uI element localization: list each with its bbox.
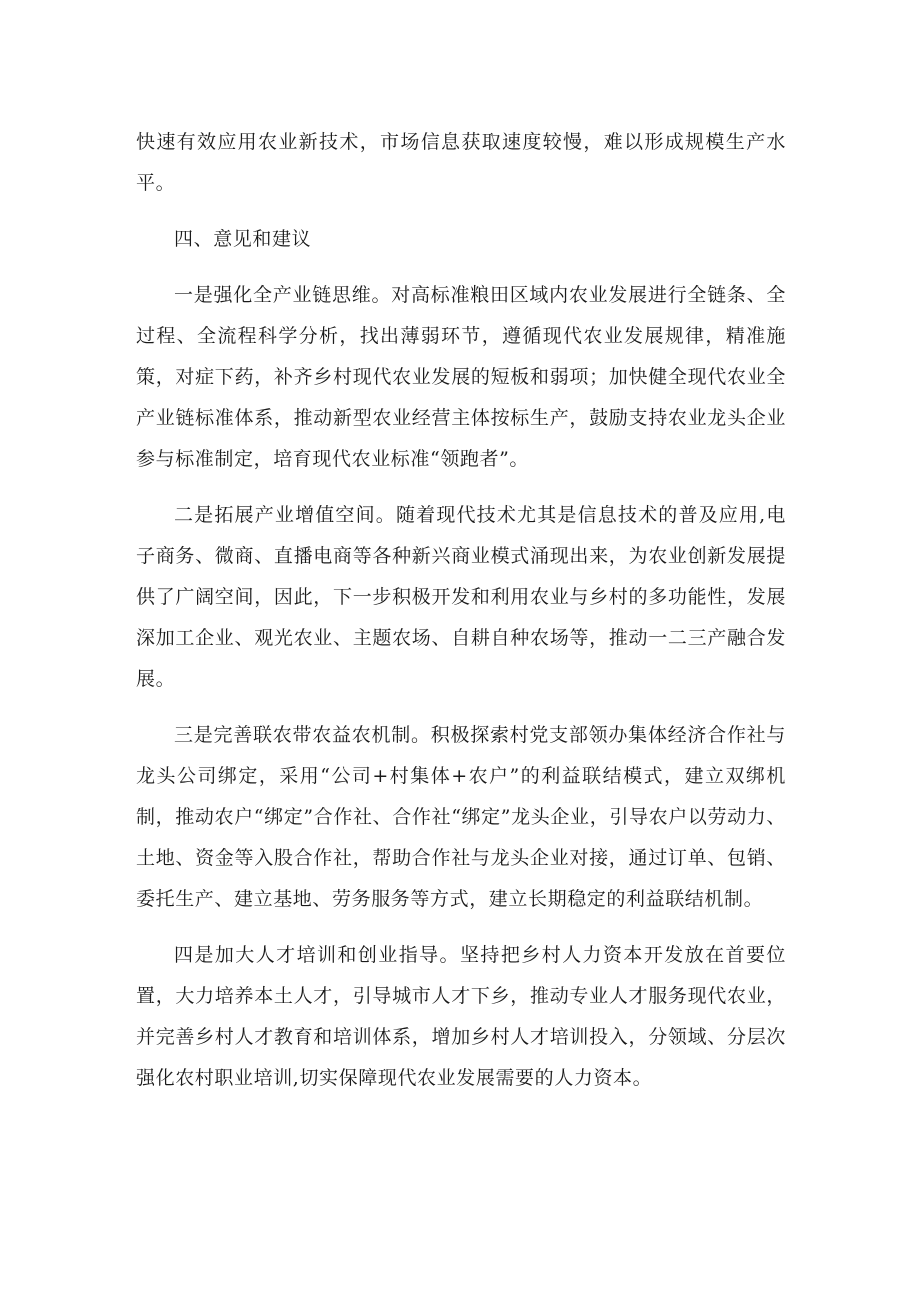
document-body bbox=[136, 122, 786, 1114]
paragraph-suggestion-3: 三是完善联农带农益农机制。积极探索村党支部领办集体经济合作社与龙头公司绑定，采用“公司+村集体+农户”的利益联结模式，建立双绑机制，推动农户“绑定”合作社、合作社“绑定”龙头企业，引导农户以劳动力、土地、资金等入股合作社，帮助合作社与龙头企业对接，通过订单、包销、委托生产、建立基地、劳务服务等方式，建立长期稳定的利益联结机制。 bbox=[136, 724, 786, 910]
section-heading-opinions-suggestions: 四、意见和建议 bbox=[174, 228, 312, 250]
paragraph-suggestion-4: 四是加大人才培训和创业指导。坚持把乡村人力资本开发放在首要位置，大力培养本土人才，引导城市人才下乡，推动专业人才服务现代农业，并完善乡村人才教育和培训体系，增加乡村人才培训投入，分领域、分层次强化农村职业培训,切实保障现代农业发展需要的人力资本。 bbox=[136, 944, 786, 1089]
paragraph-continuation: 快速有效应用农业新技术，市场信息获取速度较慢，难以形成规模生产水平。 bbox=[136, 131, 786, 194]
paragraph-suggestion-2: 二是拓展产业增值空间。随着现代技术尤其是信息技术的普及应用,电子商务、微商、直播电商等各种新兴商业模式涌现出来，为农业创新发展提供了广阔空间，因此，下一步积极开发和利用农业与乡村的多功能性，发展深加工企业、观光农业、主题农场、自耕自种农场等，推动一二三产融合发展。 bbox=[136, 504, 786, 690]
paragraph-suggestion-1: 一是强化全产业链思维。对高标准粮田区域内农业发展进行全链条、全过程、全流程科学分析，找出薄弱环节，遵循现代农业发展规律，精准施策，对症下药，补齐乡村现代农业发展的短板和弱项；加快健全现代农业全产业链标准体系，推动新型农业经营主体按标生产，鼓励支持农业龙头企业参与标准制定，培育现代农业标准“领跑者”。 bbox=[136, 284, 786, 470]
